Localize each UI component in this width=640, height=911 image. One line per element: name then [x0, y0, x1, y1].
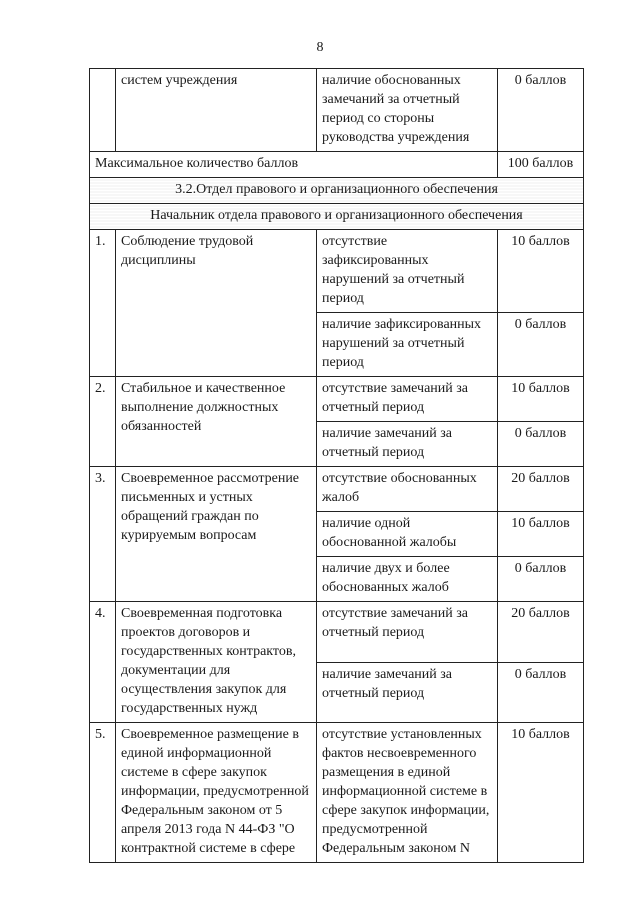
- table-row: [90, 377, 584, 422]
- page-number: 8: [316, 40, 324, 55]
- condition-cell: наличие обоснованных замечаний за отчетный период со стороны руководства учреждения: [317, 69, 498, 152]
- table-row: [90, 723, 584, 863]
- criterion-cell: Соблюдение трудовой дисциплины: [116, 230, 317, 377]
- row-number: 1.: [90, 230, 116, 377]
- criterion-cell: Своевременное размещение в единой информационной системе в сфере закупок информации, предусмотренной Федеральным законом от 5 апреля 2013 года N 44-ФЗ "О контрактной системе в сфере: [116, 723, 317, 863]
- points-cell: 10 баллов: [498, 230, 584, 313]
- points-cell: 10 баллов: [498, 377, 584, 422]
- condition-cell: наличие замечаний за отчетный период: [317, 662, 498, 723]
- criteria-body: [90, 230, 584, 863]
- max-total-points: 100 баллов: [498, 152, 584, 178]
- section-title-row: [90, 178, 584, 204]
- max-total-row: [90, 152, 584, 178]
- condition-cell: отсутствие замечаний за отчетный период: [317, 377, 498, 422]
- row-number: 5.: [90, 723, 116, 863]
- points-cell: 0 баллов: [498, 662, 584, 723]
- condition-cell: отсутствие обоснованных жалоб: [317, 467, 498, 512]
- criterion-cell: систем учреждения: [116, 69, 317, 152]
- row-number: 4.: [90, 602, 116, 723]
- row-number: 2.: [90, 377, 116, 467]
- condition-cell: наличие одной обоснованной жалобы: [317, 512, 498, 557]
- rating-criteria-table: [89, 68, 584, 863]
- position-title: Начальник отдела правового и организационного обеспечения: [90, 204, 584, 230]
- number-cell: [90, 69, 116, 152]
- points-cell: 0 баллов: [498, 69, 584, 152]
- points-cell: 20 баллов: [498, 602, 584, 663]
- criterion-cell: Своевременное рассмотрение письменных и устных обращений граждан по курируемым вопросам: [116, 467, 317, 602]
- criterion-cell: Своевременная подготовка проектов договоров и государственных контрактов, документации для осуществления закупок для государственных нужд: [116, 602, 317, 723]
- table-row: [90, 230, 584, 313]
- row-number: 3.: [90, 467, 116, 602]
- points-cell: 20 баллов: [498, 467, 584, 512]
- points-cell: 0 баллов: [498, 422, 584, 467]
- table-row: [90, 69, 584, 152]
- condition-cell: наличие замечаний за отчетный период: [317, 422, 498, 467]
- criterion-cell: Стабильное и качественное выполнение должностных обязанностей: [116, 377, 317, 467]
- condition-cell: отсутствие установленных фактов несвоевременного размещения в единой информационной системе в сфере закупок информации, предусмотренной Федеральным законом N: [317, 723, 498, 863]
- table-row: [90, 467, 584, 512]
- points-cell: 0 баллов: [498, 313, 584, 377]
- points-cell: 0 баллов: [498, 557, 584, 602]
- position-title-row: [90, 204, 584, 230]
- max-total-label: Максимальное количество баллов: [90, 152, 498, 178]
- points-cell: 10 баллов: [498, 512, 584, 557]
- table-row: [90, 602, 584, 663]
- condition-cell: отсутствие зафиксированных нарушений за отчетный период: [317, 230, 498, 313]
- points-cell: 10 баллов: [498, 723, 584, 863]
- condition-cell: наличие зафиксированных нарушений за отчетный период: [317, 313, 498, 377]
- condition-cell: отсутствие замечаний за отчетный период: [317, 602, 498, 663]
- condition-cell: наличие двух и более обоснованных жалоб: [317, 557, 498, 602]
- section-title: 3.2.Отдел правового и организационного обеспечения: [90, 178, 584, 204]
